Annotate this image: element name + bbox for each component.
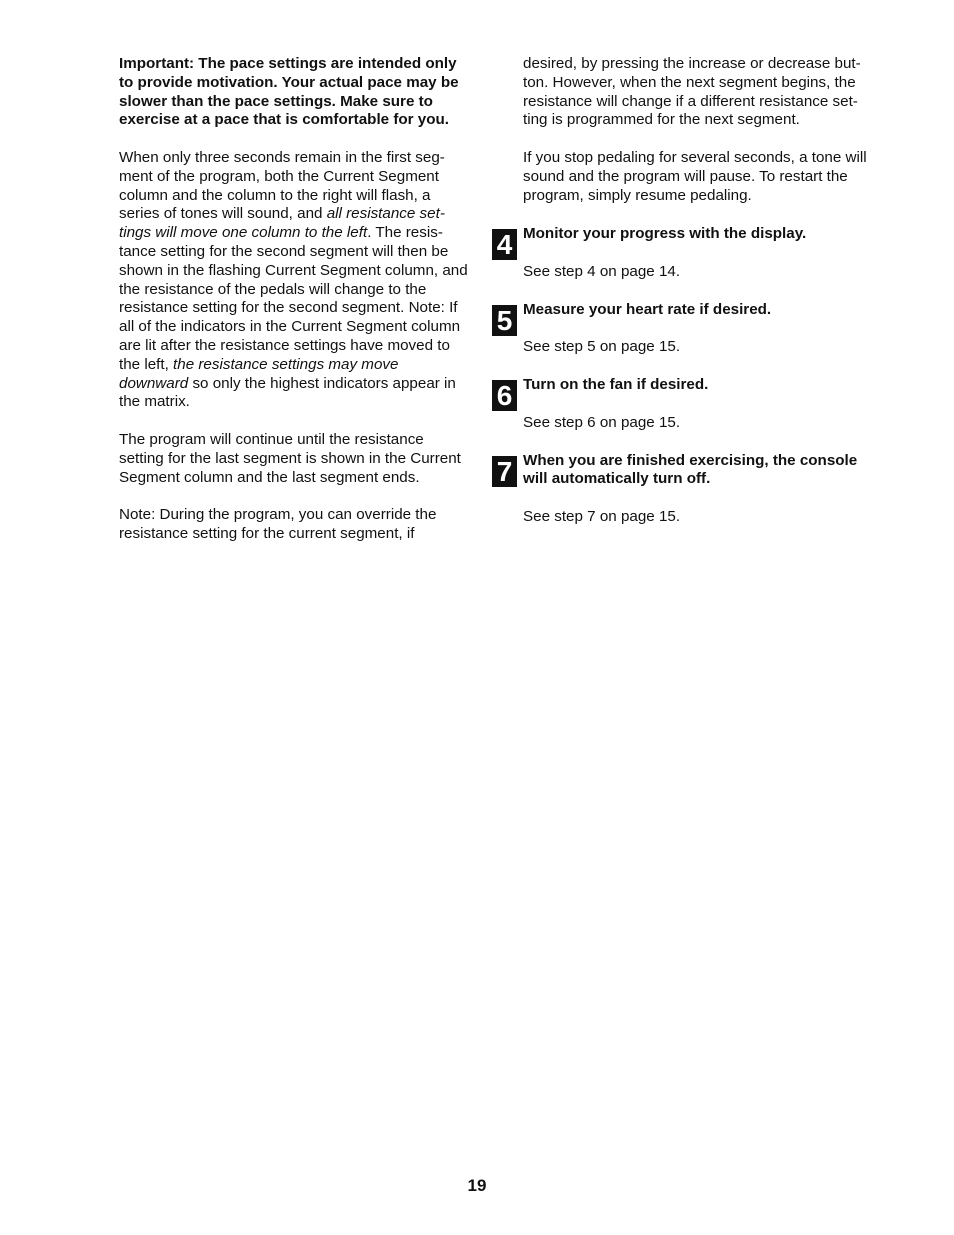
step-number-badge: 5 [492, 305, 517, 336]
step-title: When you are finished exercising, the console will automatically turn off. [523, 451, 858, 488]
step-number-badge: 7 [492, 456, 517, 487]
step-7 [496, 451, 875, 527]
step-number-badge: 6 [492, 380, 517, 411]
left-column [119, 55, 469, 563]
text-run: . The resistance setting for the second segment will then be shown in the flashing Current Segment column, and the resistance of the pedals will change to the resistance setting for the second segment. Note: If all of the indicators in the Current Segment column are lit after the resistance settings have moved to the left, [119, 224, 468, 373]
step-reference: See step 4 on page 14. [523, 262, 681, 280]
right-column [496, 55, 875, 546]
step-4 [496, 225, 875, 281]
step-6 [496, 376, 875, 432]
italic-run: the resistance settings may move downward [119, 355, 399, 392]
step-title: Measure your heart rate if desired. [523, 300, 772, 318]
pause-paragraph: If you stop pedaling for several seconds, a tone will sound and the program will pause. To restart the program, simply resume pedaling. [523, 148, 867, 204]
step-title: Monitor your progress with the display. [523, 225, 807, 243]
text-run: so only the highest indicators appear in the matrix. [119, 374, 456, 411]
step-5 [496, 300, 875, 357]
resistance-shift-paragraph [119, 149, 469, 412]
text-run: When only three seconds remain in the first segment of the program, both the Current Segment column and the column to the right will flash, a series of tones will sound, and [119, 148, 445, 223]
step-reference: See step 5 on page 15. [523, 338, 681, 356]
override-continued-paragraph: desired, by pressing the increase or decrease button. However, when the next segment begins, the resistance will change if a different resistance setting is programmed for the next segment. [523, 55, 861, 129]
important-note: Important: The pace settings are intended only to provide motivation. Your actual pace may be slower than the pace settings. Make sure to exercise at a pace that is comfortable for you. [119, 55, 459, 129]
page-number: 19 [467, 1176, 487, 1195]
step-number-badge: 4 [492, 229, 517, 260]
override-note-paragraph: Note: During the program, you can override the resistance setting for the current segment, if [119, 506, 437, 542]
step-title: Turn on the fan if desired. [523, 376, 709, 394]
step-reference: See step 6 on page 15. [523, 413, 681, 431]
program-continue-paragraph: The program will continue until the resistance setting for the last segment is shown in the Current Segment column and the last segment ends. [119, 430, 461, 486]
italic-run: all resistance settings will move one column to the left [119, 205, 445, 242]
step-reference: See step 7 on page 15. [523, 507, 681, 525]
